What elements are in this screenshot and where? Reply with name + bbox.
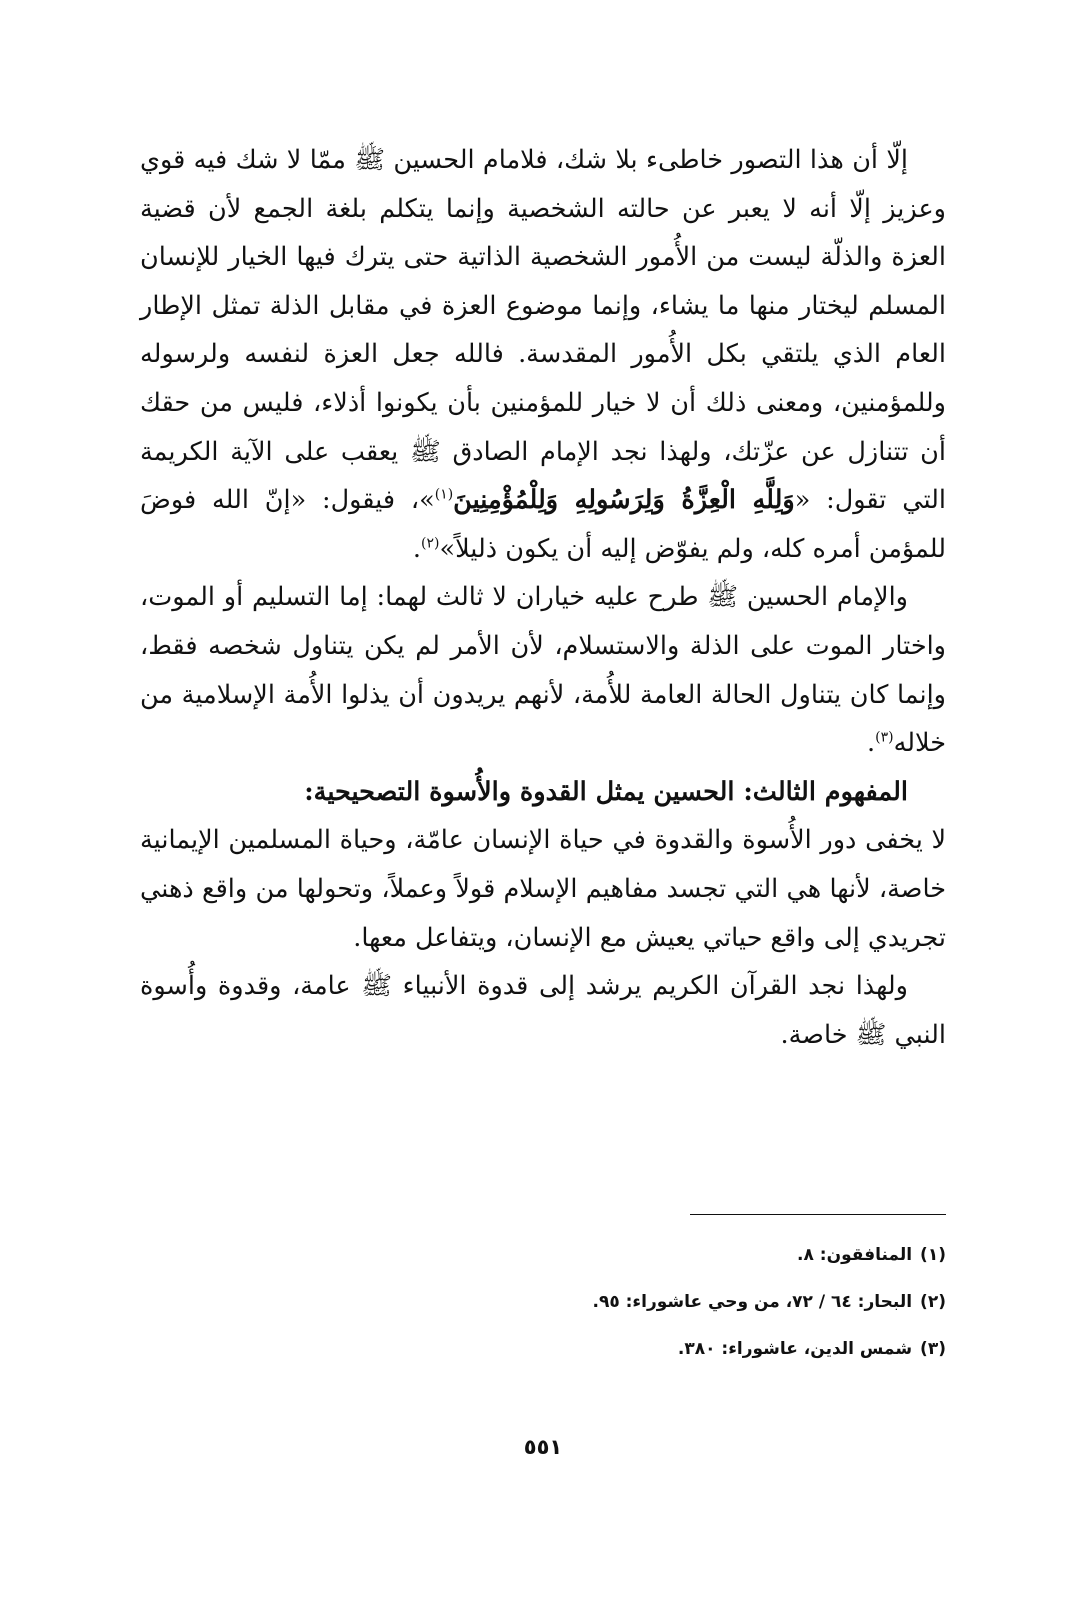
paragraph-1-end: . — [412, 533, 422, 564]
quran-verse: وَلِلَّهِ الْعِزَّةُ وَلِرَسُولِهِ وَلِلْمُؤْمِنِينَ — [453, 485, 795, 516]
footnotes — [140, 1232, 946, 1373]
paragraph-2-text: والإمام الحسين ﷺ طرح عليه خياران لا ثالث لهما: إما التسليم أو الموت، واختار الموت على الذلة والاستسلام، لأن الأمر لم يكن يتناول شخصه فقط، وإنما كان يتناول الحالة العامة للأُمة، لأنهم يريدون أن يذلوا الأُمة الإسلامية من خلاله — [140, 582, 946, 759]
footnote-2 — [140, 1279, 946, 1326]
paragraph-2 — [140, 573, 946, 767]
footnote-text: المنافقون: ٨. — [797, 1245, 913, 1265]
paragraph-3: لا يخفى دور الأُسوة والقدوة في حياة الإنسان عامّة، وحياة المسلمين الإيمانية خاصة، لأنها هي التي تجسد مفاهيم الإسلام قولاً وعملاً، وتحولها من واقع ذهني تجريدي إلى واقع حياتي يعيش مع الإنسان، ويتفاعل معها. — [140, 825, 946, 953]
footnote-text: البحار: ٦٤ / ٧٢، من وحي عاشوراء: ٩٥. — [592, 1292, 913, 1312]
footnote-number: (٢) — [920, 1292, 946, 1312]
footnote-ref-3[interactable]: (٣) — [875, 729, 894, 746]
footnote-ref-1[interactable]: (١) — [434, 486, 454, 503]
footnote-ref-2[interactable]: (٢) — [421, 535, 440, 552]
paragraph-1-quote: »، فيقول: «إنّ الله فوضَ للمؤمن أمره كله، ولم يفوّض إليه أن يكون ذليلاً» — [140, 485, 946, 564]
section-heading: المفهوم الثالث: الحسين يمثل القدوة والأُسوة التصحيحية: — [304, 776, 908, 807]
paragraph-1-text: إلّا أن هذا التصور خاطىء بلا شك، فلامام الحسين ﷺ ممّا لا شك فيه قوي وعزيز إلّا أنه لا يعبر عن حالته الشخصية وإنما يتكلم بلغة الجمع لأن قضية العزة والذلّة ليست من الأُمور الشخصية الذاتية حتى يترك فيها الخيار للإنسان المسلم ليختار منها ما يشاء، وإنما موضوع العزة في مقابل الذلة تمثل الإطار العام الذي يلتقي بكل الأُمور المقدسة. فالله جعل العزة لنفسه ولرسوله وللمؤمنين، ومعنى ذلك أن لا خيار للمؤمنين بأن يكونوا أذلاء، فليس من حقك أن تتنازل عن عزّتك، ولهذا نجد الإمام الصادق ﷺ يعقب على الآية الكريمة التي تقول: « — [140, 145, 946, 516]
footnote-3 — [140, 1326, 946, 1373]
paragraph-2-end: . — [867, 728, 876, 759]
footnote-number: (٣) — [920, 1339, 946, 1359]
footnote-divider — [690, 1214, 946, 1215]
footnote-1 — [140, 1232, 946, 1279]
footnote-number: (١) — [920, 1245, 946, 1265]
page-number: ٥٥١ — [523, 1435, 563, 1459]
main-text — [140, 136, 946, 1059]
footnote-text: شمس الدين، عاشوراء: ٣٨٠. — [677, 1339, 913, 1359]
paragraph-4: ولهذا نجد القرآن الكريم يرشد إلى قدوة الأنبياء ﷺ عامة، وقدوة وأُسوة النبي ﷺ خاصة. — [140, 971, 946, 1050]
paragraph-1 — [140, 136, 946, 573]
